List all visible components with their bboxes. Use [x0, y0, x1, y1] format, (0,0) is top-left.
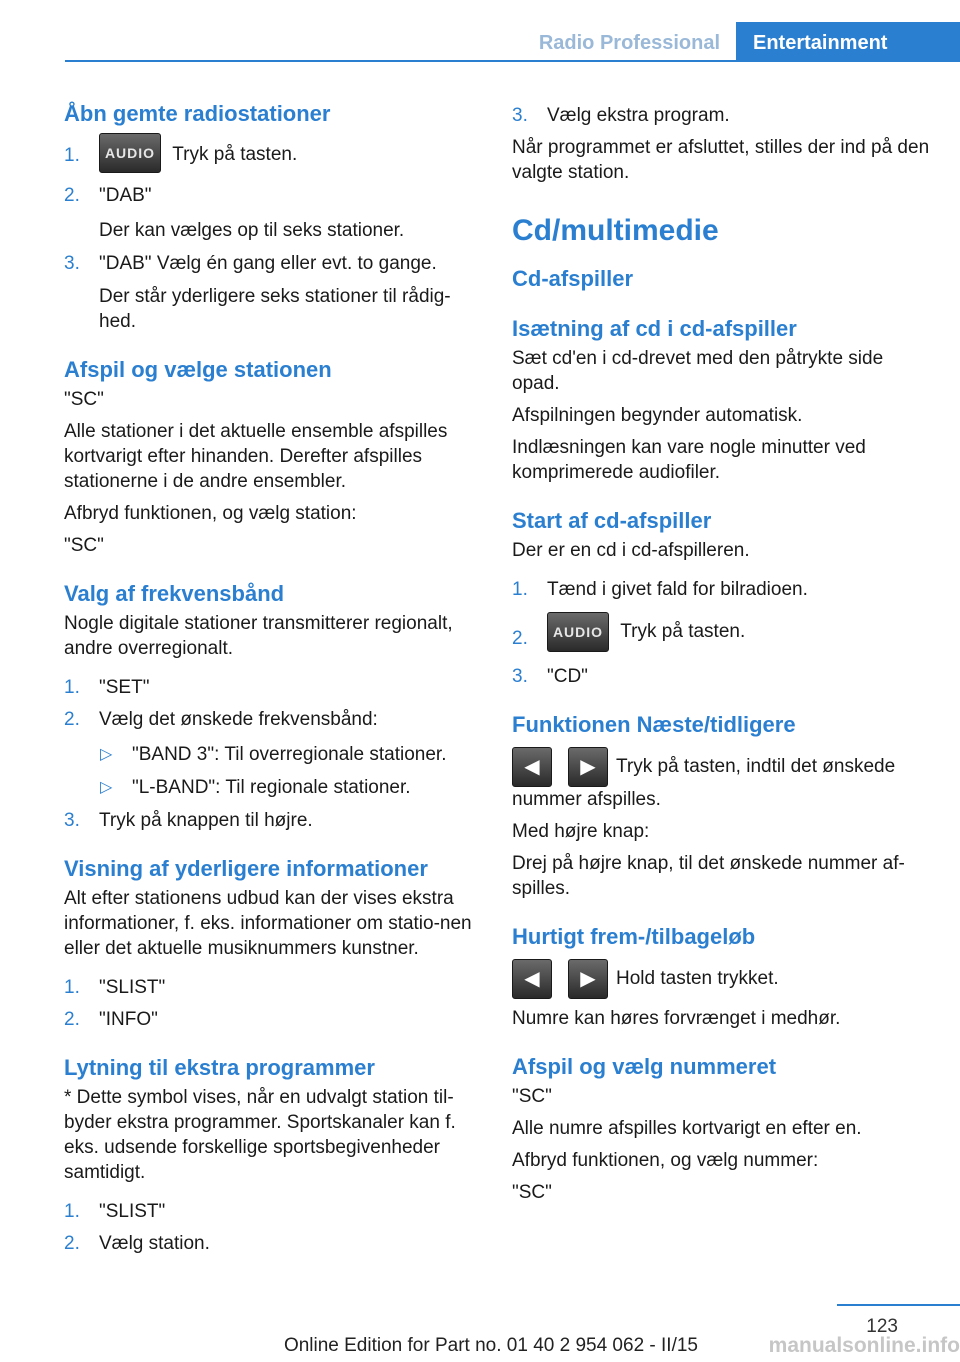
list-text: Tænd i givet fald for bilradioen.: [547, 579, 808, 600]
list-item: [512, 664, 932, 689]
list-item-continuation: [64, 284, 479, 334]
list-item: [64, 975, 479, 1000]
list-text: "SLIST": [99, 977, 166, 998]
list-number: 2.: [64, 185, 80, 206]
paragraph: Når programmet er afsluttet, stilles der ind på den valgte station.: [512, 137, 930, 183]
list-text: "SET": [99, 677, 150, 698]
list-number: 2.: [64, 1233, 80, 1254]
heading-fast-forward-rewind: Hurtigt frem-/tilbageløb: [512, 924, 756, 949]
list-text: "INFO": [99, 1009, 158, 1030]
triangle-bullet-icon: ▷: [100, 779, 113, 796]
list-item: [512, 612, 932, 658]
next-arrow-icon: ▶: [568, 959, 608, 999]
paragraph: Alle numre afspilles kortvarigt en efter en.: [512, 1118, 862, 1139]
heading-cd-multimedia: Cd/multimedie: [512, 214, 719, 247]
paragraph: Med højre knap:: [512, 821, 650, 842]
list-text: Tryk på tasten.: [620, 621, 746, 642]
paragraph: Indlæsningen kan vare nogle minutter ved komprimerede audiofiler.: [512, 437, 866, 483]
paragraph: "SC": [64, 389, 104, 410]
list-text: Vælg det ønskede frekvensbånd:: [99, 709, 378, 730]
heading-insert-cd: Isætning af cd i cd-afspiller: [512, 316, 797, 341]
list-number: 1.: [64, 977, 80, 998]
triangle-bullet-icon: ▷: [100, 746, 113, 763]
paragraph: * Dette symbol vises, når en udvalgt station til-byder ekstra programmer. Sportskanaler kan f. eks. udsende forskellige sportsbegivenheder samtidigt.: [64, 1087, 456, 1183]
list-number: 1.: [512, 579, 528, 600]
list-number: 3.: [64, 810, 80, 831]
heading-extra-programs: Lytning til ekstra programmer: [64, 1055, 375, 1080]
list-number: 2.: [512, 628, 528, 649]
heading-next-previous: Funktionen Næste/tidligere: [512, 712, 796, 737]
previous-arrow-icon: ◀: [512, 747, 552, 787]
footer-edition: Online Edition for Part no. 01 40 2 954 062 - II/15: [283, 1335, 698, 1356]
list-item: [64, 808, 479, 833]
right-column: [512, 100, 932, 1205]
heading-play-select: Afspil og vælge stationen: [64, 357, 332, 382]
paragraph: Der er en cd i cd-afspilleren.: [512, 540, 750, 561]
sub-list-text: "BAND 3": Til overregionale stationer.: [132, 744, 447, 765]
audio-button-icon: AUDIO: [99, 133, 161, 173]
list-text: "CD": [547, 666, 588, 687]
list-item: [512, 103, 932, 128]
left-column: [64, 100, 479, 1256]
list-item: [64, 251, 479, 276]
heading-more-info: Visning af yderligere informationer: [64, 856, 428, 881]
list-item: [64, 135, 479, 181]
paragraph: Afbryd funktionen, og vælg station:: [64, 503, 357, 524]
next-arrow-icon: ▶: [568, 747, 608, 787]
heading-frequency-band: Valg af frekvensbånd: [64, 581, 285, 606]
list-item: [64, 675, 479, 700]
list-number: 3.: [512, 105, 528, 126]
header-section-tab[interactable]: Radio Professional: [538, 32, 720, 54]
page-number: 123: [866, 1316, 898, 1337]
paragraph: Drej på højre knap, til det ønskede nummer af-spilles.: [512, 853, 905, 899]
watermark: manualsonline.info: [768, 1334, 960, 1357]
previous-arrow-icon: ◀: [512, 959, 552, 999]
list-item: [64, 1231, 479, 1256]
paragraph: Alle stationer i det aktuelle ensemble afspilles kortvarigt efter hinanden. Derefter afspilles stationerne i de andre ensembler.: [64, 421, 448, 492]
list-text: "SLIST": [99, 1201, 166, 1222]
list-text: Der kan vælges op til seks stationer.: [99, 220, 405, 241]
sub-list-text: "L-BAND": Til regionale stationer.: [132, 777, 411, 798]
sub-list-item: [64, 742, 479, 767]
list-text: Tryk på tasten.: [172, 144, 298, 165]
list-item: [64, 183, 479, 208]
list-number: 3.: [512, 666, 528, 687]
heading-open-stations: Åbn gemte radiostationer: [64, 101, 331, 126]
list-number: 2.: [64, 709, 80, 730]
list-text: Tryk på knappen til højre.: [99, 810, 313, 831]
paragraph: Afspilningen begynder automatisk.: [512, 405, 803, 426]
paragraph: Numre kan høres forvrænget i medhør.: [512, 1008, 841, 1029]
header-bar: [65, 22, 960, 62]
audio-button-icon: AUDIO: [547, 612, 609, 652]
heading-start-cd: Start af cd-afspiller: [512, 508, 712, 533]
list-number: 3.: [64, 253, 80, 274]
list-item: [64, 707, 479, 732]
list-text: Vælg ekstra program.: [547, 105, 730, 126]
paragraph: Alt efter stationens udbud kan der vises ekstra informationer, f. eks. informationer om statio-nen eller det aktuelle musiknummers kunstner.: [64, 888, 472, 959]
paragraph: Sæt cd'en i cd-drevet med den påtrykte side opad.: [512, 348, 884, 394]
list-text: "DAB" Vælg én gang eller evt. to gange.: [99, 253, 437, 274]
paragraph: "SC": [64, 535, 104, 556]
heading-play-select-track: Afspil og vælg nummeret: [512, 1054, 777, 1079]
paragraph: [512, 959, 932, 999]
list-item: [64, 1199, 479, 1224]
list-text: Vælg station.: [99, 1233, 210, 1254]
paragraph: [512, 747, 932, 812]
paragraph: Nogle digitale stationer transmitterer regionalt, andre overregionalt.: [64, 613, 453, 659]
list-number: 1.: [64, 1201, 80, 1222]
paragraph: "SC": [512, 1182, 552, 1203]
sub-list-item: [64, 775, 479, 800]
paragraph-text: Tryk på tasten, indtil det ønskede nummer afspilles.: [512, 756, 896, 810]
paragraph: "SC": [512, 1086, 552, 1107]
list-item: [64, 1007, 479, 1032]
heading-cd-player: Cd-afspiller: [512, 266, 634, 291]
paragraph-text: Hold tasten trykket.: [616, 968, 779, 990]
list-number: 2.: [64, 1009, 80, 1030]
list-item: [512, 577, 932, 602]
paragraph: Afbryd funktionen, og vælg nummer:: [512, 1150, 819, 1171]
list-text: Der står yderligere seks stationer til rådig-hed.: [99, 286, 451, 332]
list-number: 1.: [64, 145, 80, 166]
list-text: "DAB": [99, 185, 152, 206]
header-chapter-tab[interactable]: Entertainment: [736, 22, 960, 62]
footer-divider: [837, 1304, 960, 1306]
list-number: 1.: [64, 677, 80, 698]
list-item-continuation: [64, 218, 479, 243]
